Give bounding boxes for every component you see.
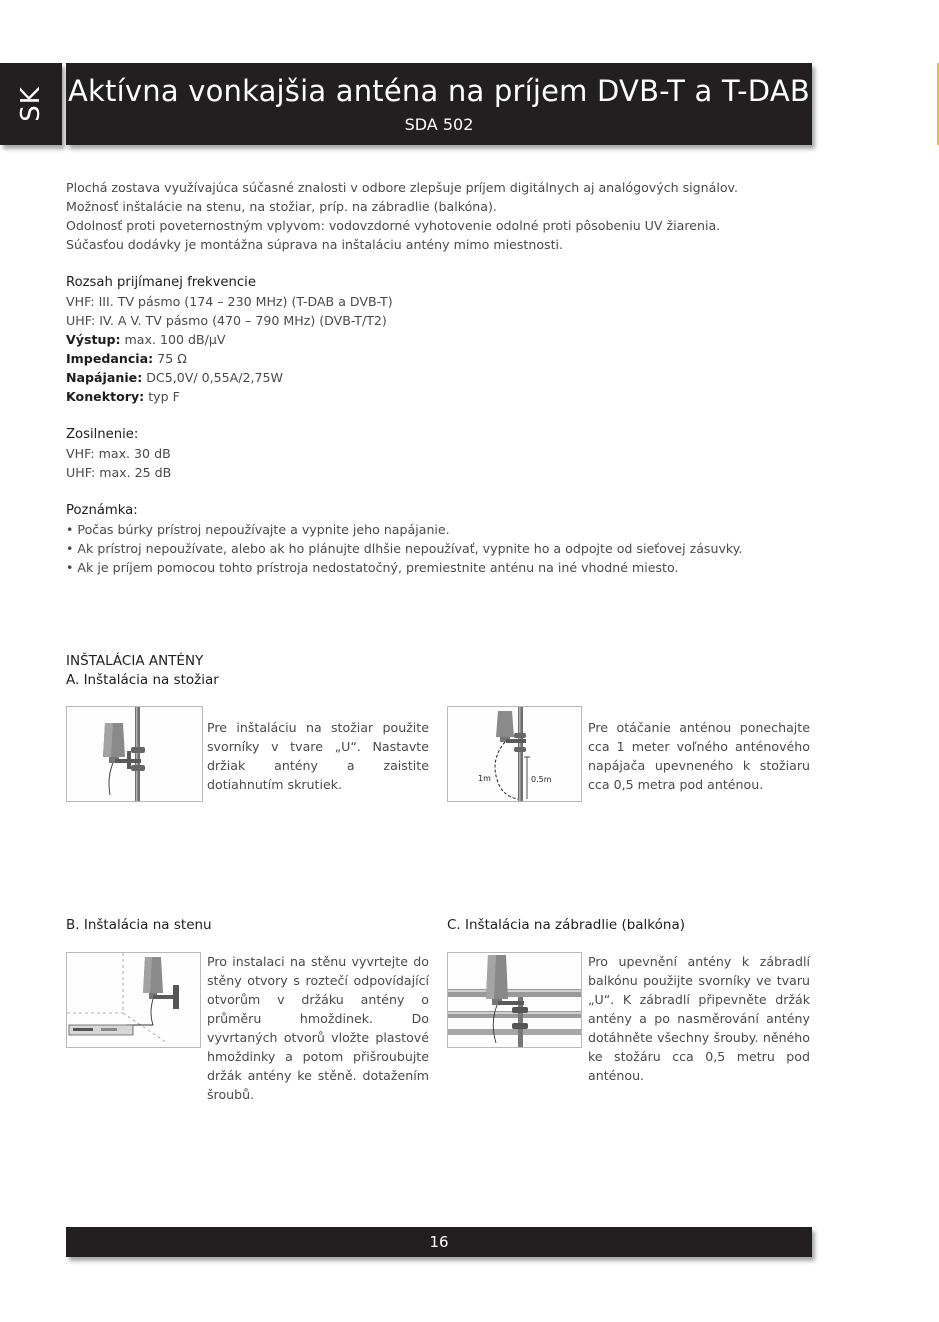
spec-label: Výstup:	[66, 332, 121, 347]
title-bar	[66, 63, 812, 145]
spec-label: Konektory:	[66, 389, 145, 404]
note-heading: Poznámka:	[66, 503, 138, 518]
gain-block	[66, 425, 826, 482]
note-item: • Počas búrky prístroj nepoužívajte a vypnite jeho napájanie.	[66, 522, 450, 537]
language-code: SK	[16, 86, 46, 122]
gain-heading: Zosilnenie:	[66, 427, 139, 442]
spec-uhf: UHF: IV. A V. TV pásmo (470 – 790 MHz) (DVB-T/T2)	[66, 313, 387, 328]
gain-vhf: VHF: max. 30 dB	[66, 446, 171, 461]
install-b-title: B. Inštalácia na stenu	[66, 917, 212, 933]
intro-line: Súčasťou dodávky je montážna súprava na inštaláciu antény mimo miestnosti.	[66, 237, 564, 252]
page-number: 16	[429, 1233, 449, 1251]
cable-slack-illustration	[448, 707, 581, 801]
specs-heading: Rozsah prijímanej frekvencie	[66, 275, 256, 290]
intro-line: Možnosť inštalácie na stenu, na stožiar, príp. na zábradlie (balkóna).	[66, 199, 497, 214]
spec-label: Napájanie:	[66, 370, 143, 385]
specs-block	[66, 273, 826, 406]
wall-illustration	[67, 953, 200, 1047]
install-c-title: C. Inštalácia na zábradlie (balkóna)	[447, 917, 685, 933]
install-a-text-2: Pre otáčanie anténou ponechajte cca 1 meter voľného anténového napájača upevneného k stožiaru cca 0,5 metra pod anténou.	[588, 720, 810, 792]
spec-value: 75 Ω	[153, 351, 187, 366]
language-tab	[0, 63, 62, 145]
install-c-text: Pro upevnění antény k zábradlí balkónu použijte svorníky ve tvaru „U“. K zábradlí připevněte držák antény a po nasměrování antény dotáhněte všechny šrouby. něného ke stožáru cca 0,5 metru pod anténou.	[588, 954, 810, 1083]
figure-wall-install	[66, 952, 201, 1048]
spec-vhf: VHF: III. TV pásmo (174 – 230 MHz) (T-DAB a DVB-T)	[66, 294, 393, 309]
spec-value: max. 100 dB/µV	[120, 332, 226, 347]
spec-output	[66, 330, 826, 349]
figure-mast-install	[66, 706, 203, 802]
intro-block	[66, 178, 826, 254]
page-title: Aktívna vonkajšia anténa na príjem DVB-T a T-DAB	[68, 74, 810, 108]
spec-label: Impedancia:	[66, 351, 154, 366]
install-heading: INŠTALÁCIA ANTÉNY	[66, 653, 204, 669]
install-b-text: Pro instalaci na stěnu vyvrtejte do stěny otvory s roztečí odpovídající otvorům v držáku antény o průměru hmoždinek. Do vyvrtaných otvorů vložte plastové hmoždinky a potom přišroubujte držák antény ke stěně. dotažením šroubů.	[207, 954, 429, 1102]
gain-uhf: UHF: max. 25 dB	[66, 465, 172, 480]
intro-line: Odolnosť proti poveternostným vplyvom: vodovzdorné vyhotovenie odolné proti pôsobeniu UV žiarenia.	[66, 218, 721, 233]
figure-cable-slack	[447, 706, 582, 802]
spec-value: DC5,0V/ 0,55A/2,75W	[142, 370, 284, 385]
spec-impedance	[66, 349, 826, 368]
label-1m: 1m	[478, 774, 491, 783]
note-block	[66, 501, 826, 577]
intro-line: Plochá zostava využívajúca súčasné znalosti v odbore zlepšuje príjem digitálnych aj analógových signálov.	[66, 180, 739, 195]
spec-value: typ F	[144, 389, 180, 404]
footer-bar	[66, 1227, 812, 1257]
figure-railing-install	[447, 952, 582, 1048]
label-0-5m: 0.5m	[531, 775, 552, 784]
spec-power	[66, 368, 826, 387]
note-item: • Ak je príjem pomocou tohto prístroja nedostatočný, premiestnite anténu na iné vhodné miesto.	[66, 560, 679, 575]
note-item: • Ak prístroj nepoužívate, alebo ak ho plánujte dlhšie nepoužívať, vypnite ho a odpojte od sieťovej zásuvky.	[66, 541, 743, 556]
mast-illustration	[67, 707, 202, 801]
spec-connectors	[66, 387, 826, 406]
main-content	[66, 178, 826, 596]
railing-illustration	[448, 953, 581, 1047]
install-a-text-1: Pre inštaláciu na stožiar použite svorníky v tvare „U“. Nastavte držiak antény a zaistite dotiahnutím skrutiek.	[207, 720, 429, 792]
install-a-title: A. Inštalácia na stožiar	[66, 672, 219, 688]
model-number: SDA 502	[404, 115, 474, 134]
